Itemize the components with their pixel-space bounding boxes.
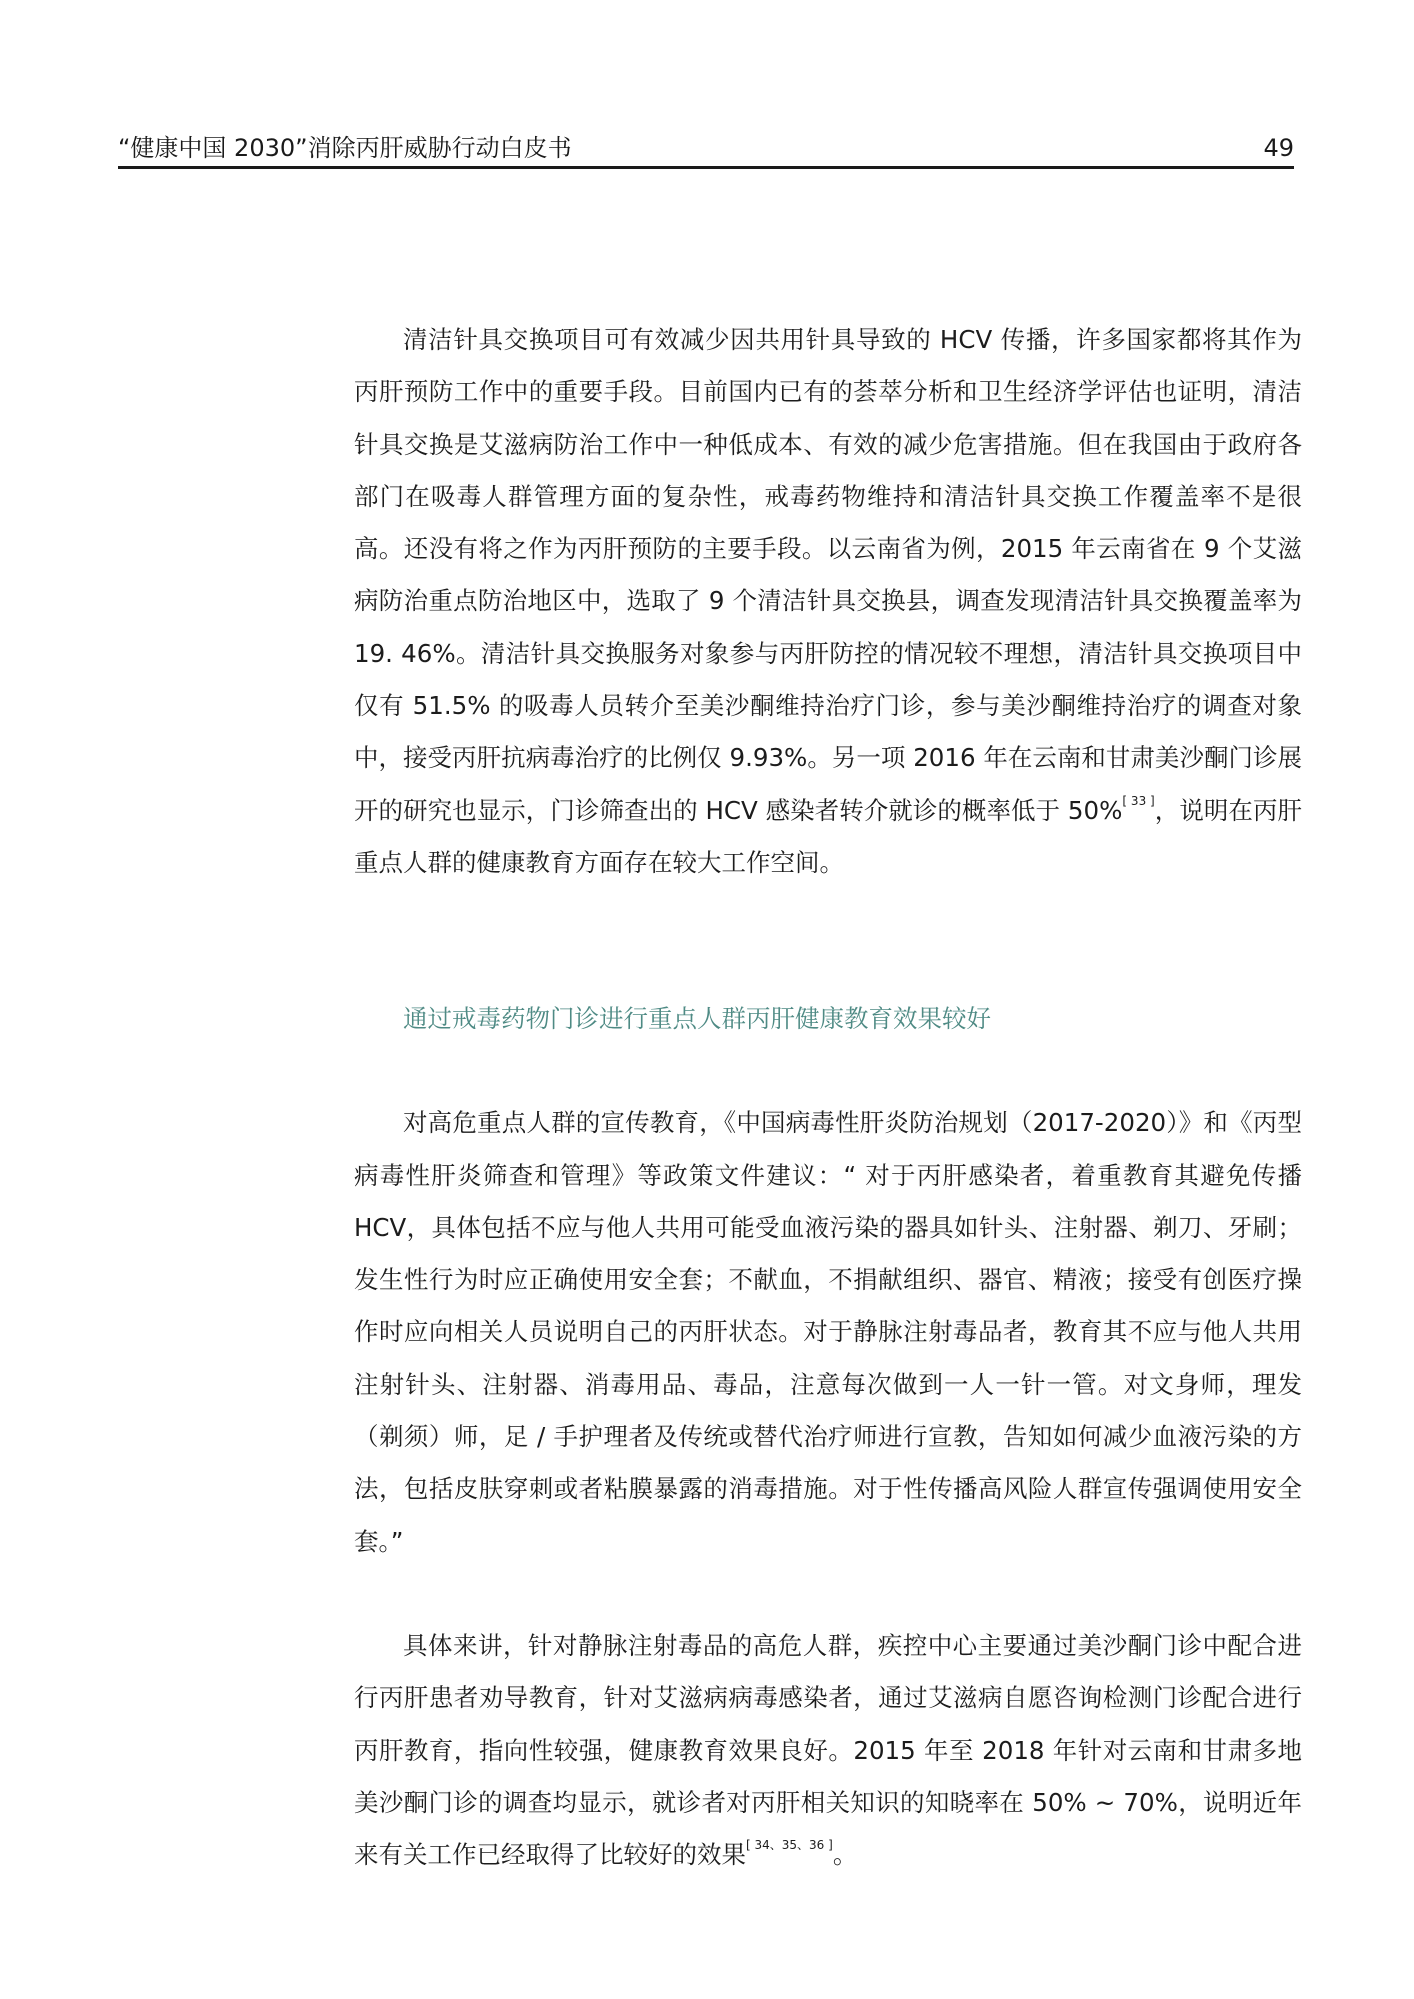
paragraph-text: 清洁针具交换项目可有效减少因共用针具导致的 HCV 传播，许多国家都将其作为丙肝预防工作中的重要手段。目前国内已有的荟萃分析和卫生经济学评估也证明，清洁针具交换是艾滋病防治工作中一种低成本、有效的减少危害措施。但在我国由于政府各部门在吸毒人群管理方面的复杂性，戒毒药物维持和清洁针具交换工作覆盖率不是很高。还没有将之作为丙肝预防的主要手段。以云南省为例，2015 年云南省在 9 个艾滋病防治重点防治地区中，选取了 9 个清洁针具交换县，调查发现清洁针具交换覆盖率为 19. 46%。清洁针具交换服务对象参与丙肝防控的情况较不理想，清洁针具交换项目中仅有 51.5% 的吸毒人员转介至美沙酮维持治疗门诊，参与美沙酮维持治疗的调查对象中，接受丙肝抗病毒治疗的比例仅 9.93%。另一项 2016 年在云南和甘肃美沙酮门诊展开的研究也显示，门诊筛查出的 HCV 感染者转介就诊的概率低于 50% [354,325,1302,825]
citation: [ 34、35、36 ] [746,1838,833,1853]
main-content [354,314,1302,1881]
citation: [ 33 ] [1122,793,1155,808]
header-title: “健康中国 2030”消除丙肝威胁行动白皮书 [118,134,572,162]
paragraph-needle-exchange [354,314,1302,889]
paragraph-health-education-policy: 对高危重点人群的宣传教育，《中国病毒性肝炎防治规划（2017-2020）》和《丙型病毒性肝炎筛查和管理》等政策文件建议：“ 对于丙肝感染者，着重教育其避免传播 HCV，具体包括不应与他人共用可能受血液污染的器具如针头、注射器、剃刀、牙刷；发生性行为时应正确使用安全套；不献血，不捐献组织、器官、精液；接受有创医疗操作时应向相关人员说明自己的丙肝状态。对于静脉注射毒品者，教育其不应与他人共用注射针头、注射器、消毒用品、毒品，注意每次做到一人一针一管。对文身师，理发（剃须）师，足 / 手护理者及传统或替代治疗师进行宣教，告知如何减少血液污染的方法，包括皮肤穿刺或者粘膜暴露的消毒措施。对于性传播高风险人群宣传强调使用安全套。” [354,1108,1302,1556]
header-divider [118,166,1294,169]
paragraph-text: 具体来讲，针对静脉注射毒品的高危人群，疾控中心主要通过美沙酮门诊中配合进行丙肝患者劝导教育，针对艾滋病病毒感染者，通过艾滋病自愿咨询检测门诊配合进行丙肝教育，指向性较强，健康教育效果良好。2015 年至 2018 年针对云南和甘肃多地美沙酮门诊的调查均显示，就诊者对丙肝相关知识的知晓率在 50% ~ 70%，说明近年来有关工作已经取得了比较好的效果 [354,1630,1302,1870]
paragraph-text: 。 [832,1840,858,1870]
paragraph-text: ，说明在丙肝重点人群的健康教育方面存在较大工作空间。 [354,795,1303,877]
paragraph-methadone-clinics [354,1620,1302,1881]
section-subheading: 通过戒毒药物门诊进行重点人群丙肝健康教育效果较好 [403,1004,991,1034]
page-number: 49 [1263,134,1294,162]
